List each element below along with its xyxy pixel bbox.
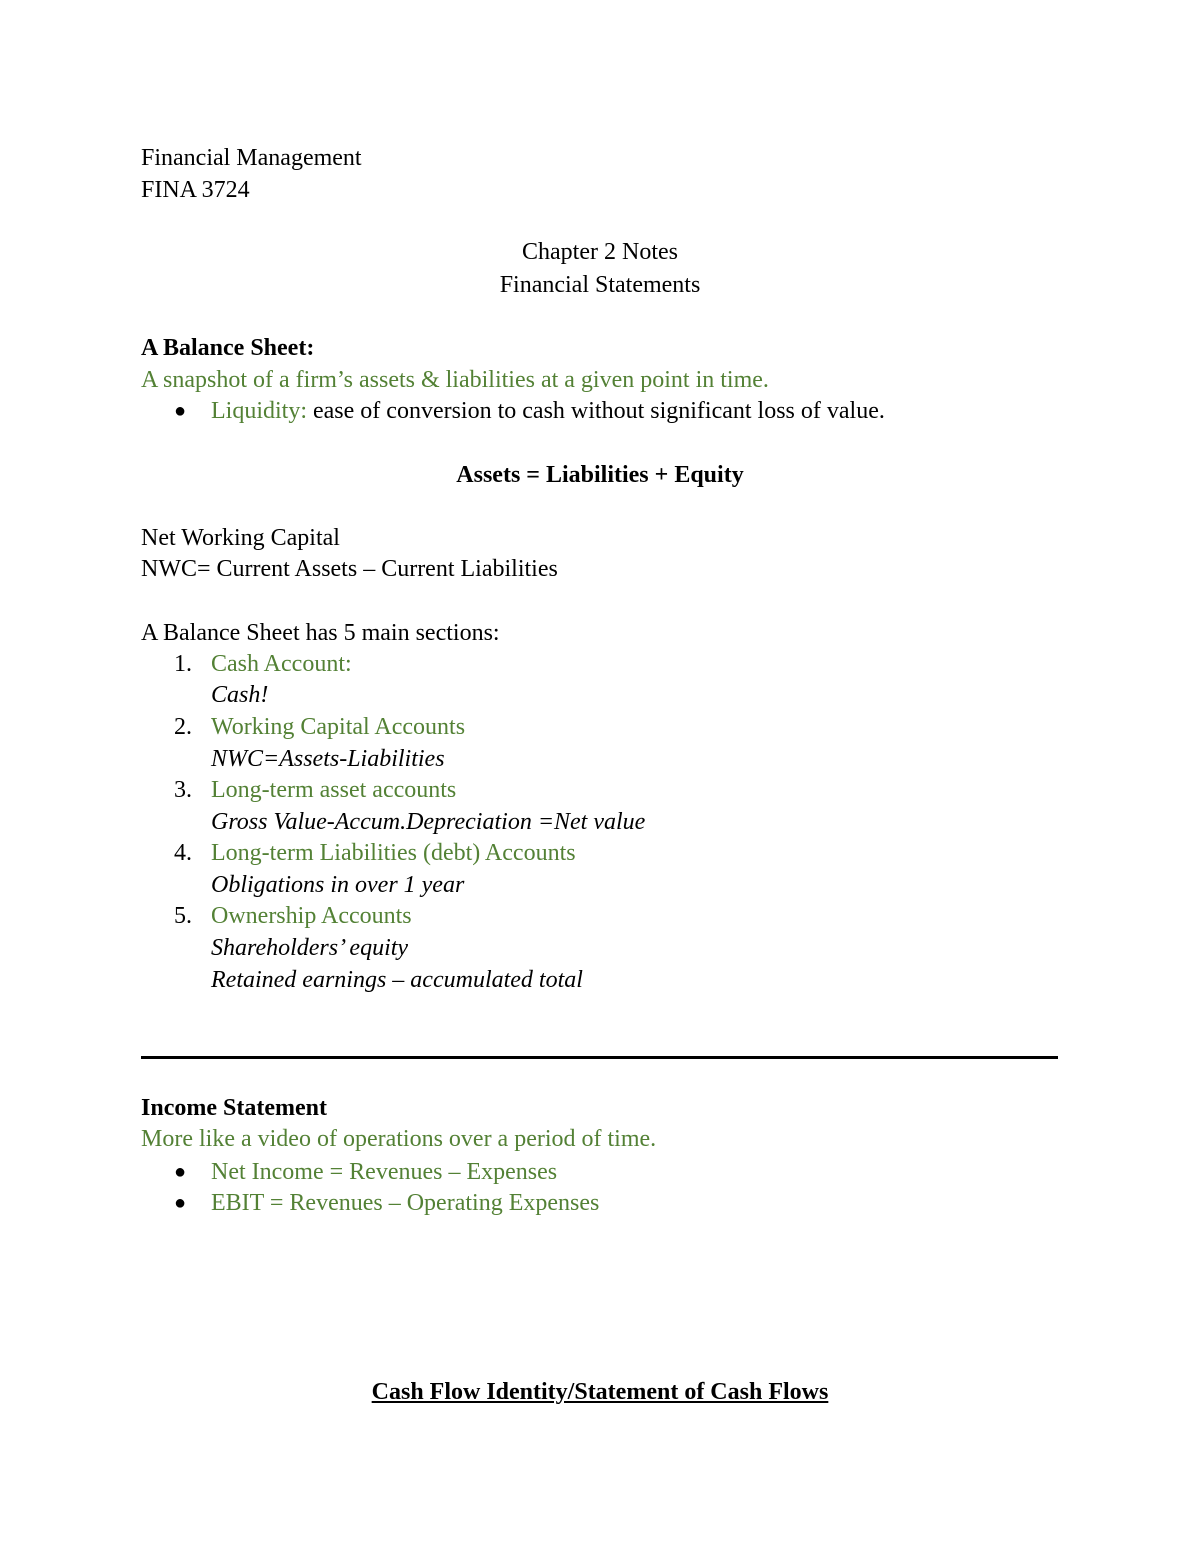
section-item <box>0 902 1200 930</box>
balance-sheet-heading: A Balance Sheet: <box>141 335 315 361</box>
course-name: Financial Management <box>141 145 362 171</box>
section-item <box>0 650 1200 678</box>
section-item <box>0 776 1200 804</box>
chapter-subtitle: Financial Statements <box>499 272 701 298</box>
cash-flow-heading-wrapper <box>0 1378 1200 1406</box>
income-bullet <box>0 1158 1200 1186</box>
income-statement-definition: More like a video of operations over a period of time. <box>141 1126 657 1152</box>
liquidity-definition: ease of conversion to cash without significant loss of value. <box>307 398 885 424</box>
section-number: 2. <box>174 714 192 740</box>
income-bullet-text: EBIT = Revenues – Operating Expenses <box>211 1190 600 1216</box>
section-title: Long-term Liabilities (debt) Accounts <box>211 840 576 866</box>
section-number: 4. <box>174 840 192 866</box>
liquidity-term: Liquidity: <box>211 398 307 424</box>
bullet-icon: ● <box>174 400 187 422</box>
accounting-equation: Assets = Liabilities + Equity <box>456 462 744 488</box>
section-note: Retained earnings – accumulated total <box>211 967 583 993</box>
liquidity-bullet <box>0 397 1200 425</box>
bullet-icon: ● <box>174 1192 187 1214</box>
section-title: Ownership Accounts <box>211 903 412 929</box>
section-number: 5. <box>174 903 192 929</box>
section-title: Cash Account: <box>211 651 352 677</box>
nwc-heading: Net Working Capital <box>141 525 340 551</box>
nwc-formula: NWC= Current Assets – Current Liabilities <box>141 556 558 582</box>
section-note: NWC=Assets-Liabilities <box>211 746 445 772</box>
income-bullet <box>0 1189 1200 1217</box>
course-code: FINA 3724 <box>141 177 250 203</box>
chapter-title: Chapter 2 Notes <box>522 239 678 265</box>
section-title: Long-term asset accounts <box>211 777 457 803</box>
section-note: Gross Value-Accum.Depreciation =Net value <box>211 809 646 835</box>
section-note: Cash! <box>211 682 269 708</box>
cash-flow-heading: Cash Flow Identity/Statement of Cash Flows <box>371 1379 829 1405</box>
section-item <box>0 839 1200 867</box>
bullet-icon: ● <box>174 1161 187 1183</box>
liquidity-bullet-text <box>211 397 885 425</box>
balance-sheet-definition: A snapshot of a firm’s assets & liabilities at a given point in time. <box>141 367 769 393</box>
income-bullet-text: Net Income = Revenues – Expenses <box>211 1159 558 1185</box>
section-note: Shareholders’ equity <box>211 935 409 961</box>
section-divider <box>141 1056 1058 1059</box>
section-note: Obligations in over 1 year <box>211 872 465 898</box>
section-number: 3. <box>174 777 192 803</box>
sections-intro: A Balance Sheet has 5 main sections: <box>141 620 500 646</box>
section-title: Working Capital Accounts <box>211 714 466 740</box>
income-statement-heading: Income Statement <box>141 1095 327 1121</box>
section-number: 1. <box>174 651 192 677</box>
section-item <box>0 713 1200 741</box>
